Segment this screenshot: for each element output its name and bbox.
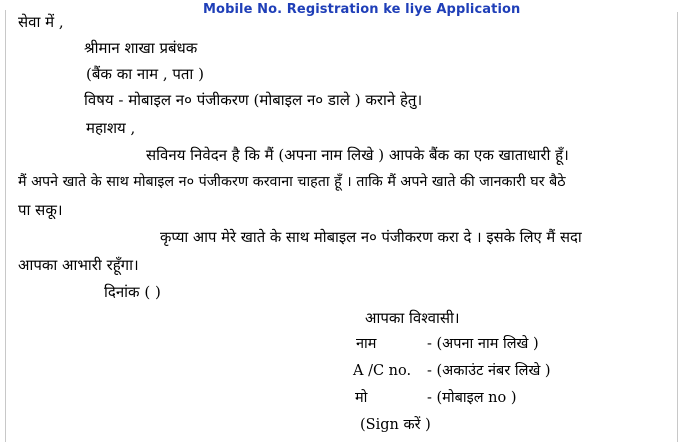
subject-line: विषय - मोबाइल न० पंजीकरण (मोबाइल न० डाले ) कराने हेतु। [84, 91, 423, 109]
left-border [5, 10, 6, 442]
account-value: - (अकाउंट नंबर लिखे ) [427, 363, 551, 379]
closing-line: आपका विश्वासी। [365, 309, 460, 327]
paragraph-1-line-3: पा सकू। [18, 201, 63, 219]
right-border [677, 12, 678, 442]
paragraph-1-line-2: मैं अपने खाते के साथ मोबाइल न० पंजीकरण करवाना चाहता हूँ । ताकि मैं अपने खाते की जानकारी घर बैठे [18, 174, 566, 190]
recipient-line: श्रीमान शाखा प्रबंधक [84, 39, 198, 57]
paragraph-2-line-1: कृप्या आप मेरे खाते के साथ मोबाइल न० पंजीकरण करा दे । इसके लिए मैं सदा [160, 229, 582, 246]
greeting-line: महाशय , [86, 119, 136, 137]
mobile-value: - (मोबाइल no ) [427, 390, 517, 406]
mobile-label: मो [355, 390, 368, 406]
account-label: A /C no. [353, 363, 412, 379]
name-value: - (अपना नाम लिखे ) [427, 336, 539, 352]
bank-line: (बैंक का नाम , पता ) [86, 65, 204, 83]
page-title: Mobile No. Registration ke liye Application [203, 2, 521, 17]
paragraph-2-line-2: आपका आभारी रहूँगा। [18, 256, 139, 274]
paragraph-1-line-1: सविनय निवेदन है कि मैं (अपना नाम लिखे ) आपके बैंक का एक खाताधारी हूँ। [146, 146, 569, 164]
sign-line: (Sign करें ) [360, 417, 431, 433]
name-label: नाम [356, 336, 377, 352]
salutation-to: सेवा में , [18, 13, 64, 31]
date-line: दिनांक ( ) [104, 283, 161, 301]
